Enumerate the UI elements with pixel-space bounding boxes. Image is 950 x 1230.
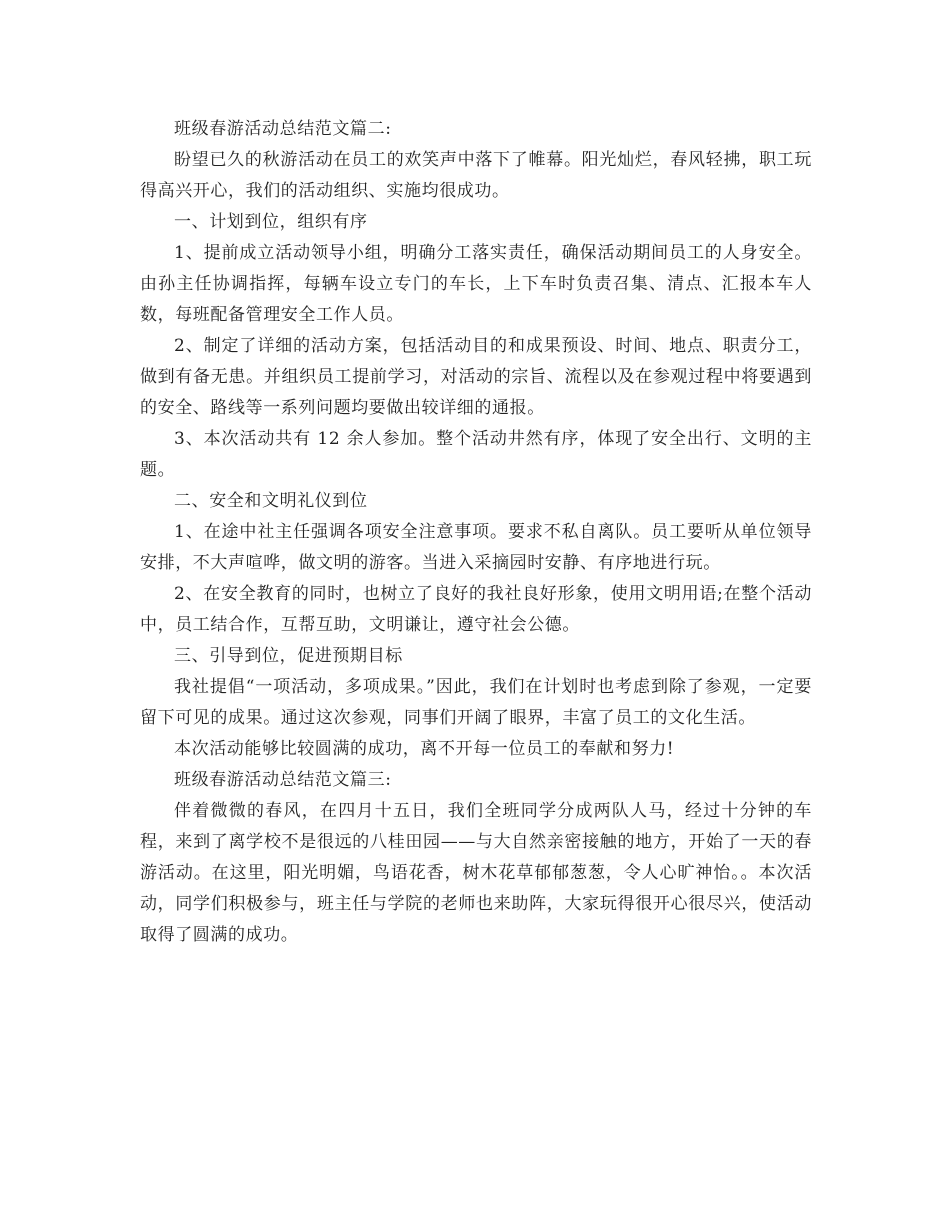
planning-item-1: 1、提前成立活动领导小组，明确分工落实责任，确保活动期间员工的人身安全。由孙主任协调指挥，每辆车设立专门的车长，上下车时负责召集、清点、汇报本车人数，每班配备管理安全工作人员。: [140, 243, 812, 325]
heading-safety: 二、安全和文明礼仪到位: [174, 491, 368, 511]
planning-item-2: 2、制定了详细的活动方案，包括活动目的和成果预设、时间、地点、职责分工，做到有备无患。并组织员工提前学习，对活动的宗旨、流程以及在参观过程中将要遇到的安全、路线等一系列问题均要做出较详细的通报。: [140, 336, 812, 418]
guidance-paragraph: 我社提倡“一项活动，多项成果。”因此，我们在计划时也考虑到除了参观，一定要留下可见的成果。通过这次参观，同事们开阔了眼界，丰富了员工的文化生活。: [140, 677, 812, 728]
spring-outing-paragraph: 伴着微微的春风，在四月十五日，我们全班同学分成两队人马，经过十分钟的车程，来到了离学校不是很远的八桂田园——与大自然亲密接触的地方，开始了一天的春游活动。在这里，阳光明媚，鸟语花香，树木花草郁郁葱葱，令人心旷神怡。。本次活动，同学们积极参与，班主任与学院的老师也来助阵，大家玩得很开心很尽兴，使活动取得了圆满的成功。: [140, 801, 812, 945]
section-title-part-three: 班级春游活动总结范文篇三:: [174, 770, 392, 790]
heading-planning: 一、计划到位，组织有序: [174, 212, 368, 232]
planning-item-3: 3、本次活动共有 12 余人参加。整个活动井然有序，体现了安全出行、文明的主题。: [140, 429, 812, 480]
conclusion-paragraph: 本次活动能够比较圆满的成功，离不开每一位员工的奉献和努力!: [174, 739, 675, 759]
intro-paragraph: 盼望已久的秋游活动在员工的欢笑声中落下了帷幕。阳光灿烂，春风轻拂，职工玩得高兴开心，我们的活动组织、实施均很成功。: [140, 150, 812, 201]
document-body: [140, 114, 812, 951]
heading-guidance: 三、引导到位，促进预期目标: [174, 646, 403, 666]
safety-item-2: 2、在安全教育的同时，也树立了良好的我社良好形象，使用文明用语;在整个活动中，员工结合作，互帮互助，文明谦让，遵守社会公德。: [140, 584, 812, 635]
section-title-part-two: 班级春游活动总结范文篇二:: [174, 119, 392, 139]
safety-item-1: 1、在途中社主任强调各项安全注意事项。要求不私自离队。员工要听从单位领导安排，不大声喧哗，做文明的游客。当进入采摘园时安静、有序地进行玩。: [140, 522, 812, 573]
